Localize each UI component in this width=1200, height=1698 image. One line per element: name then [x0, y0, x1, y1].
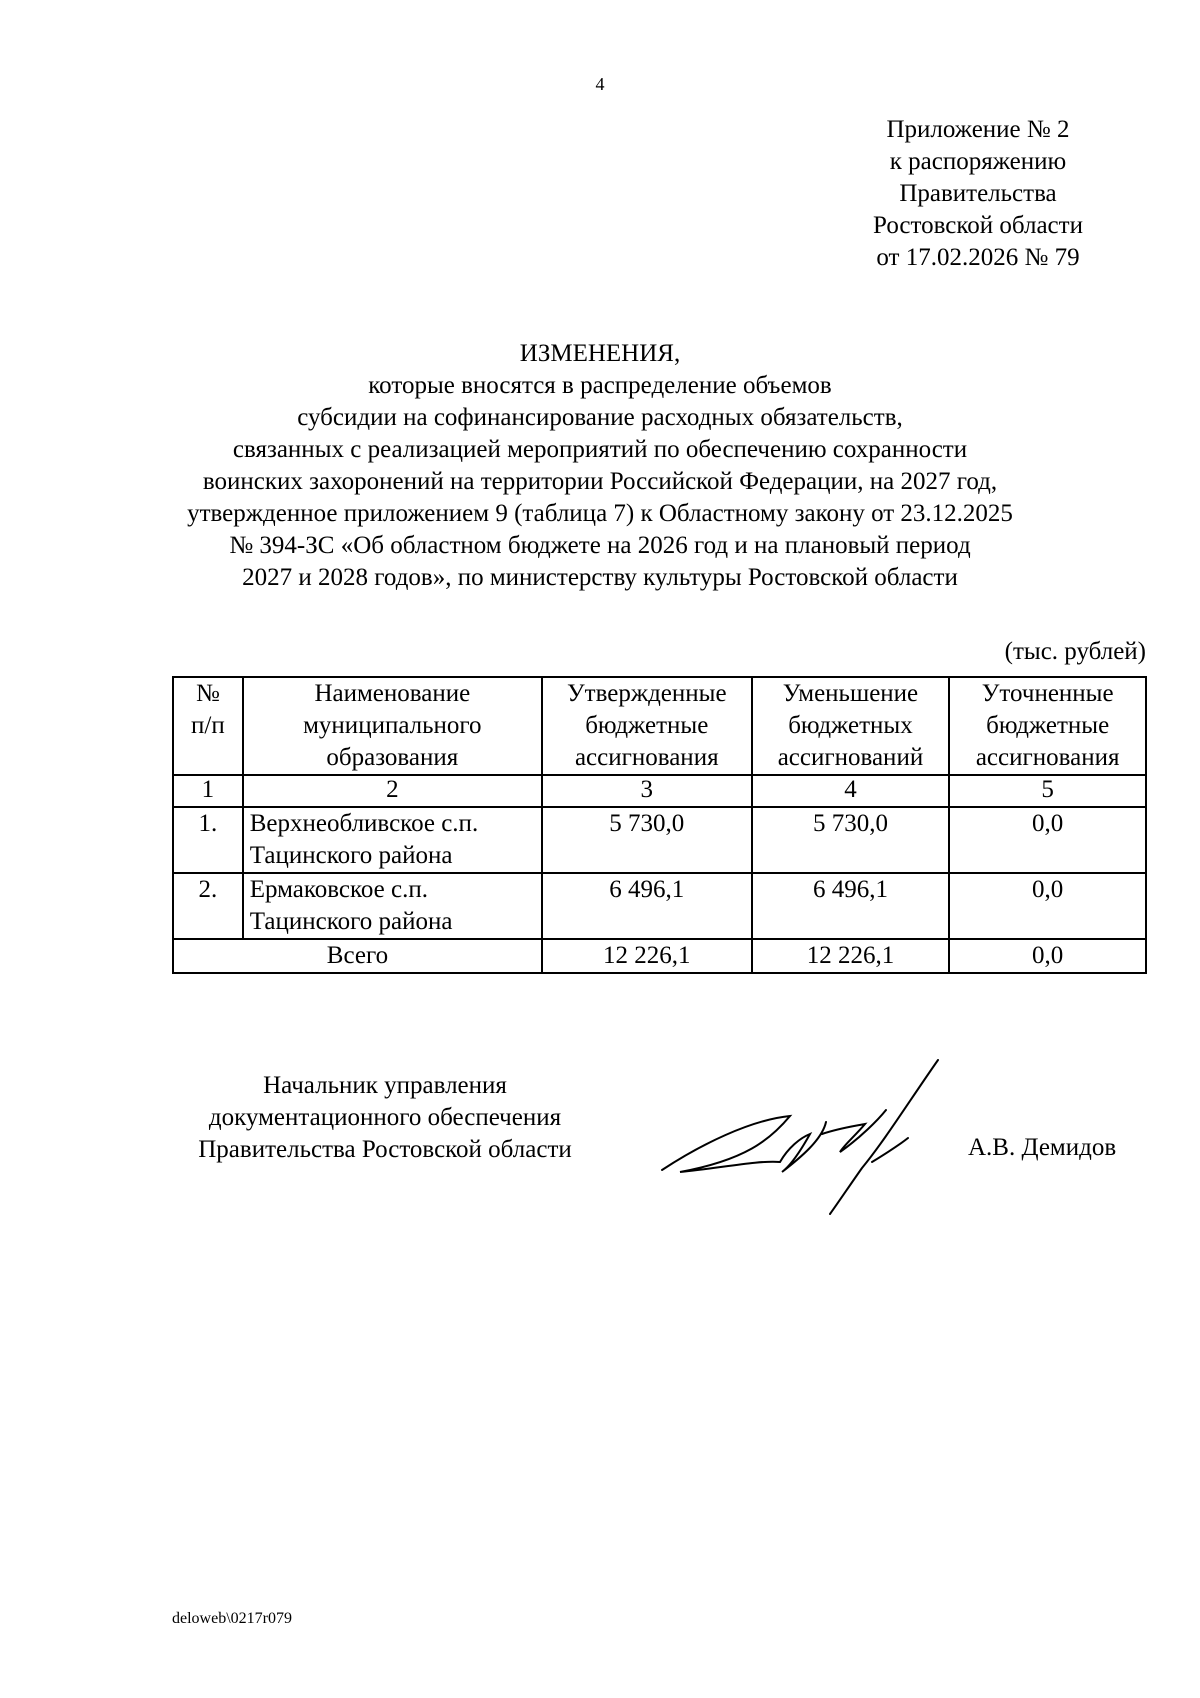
decrease-value: 6 496,1	[752, 873, 950, 939]
total-decrease: 12 226,1	[752, 939, 950, 973]
column-number: 2	[243, 775, 542, 807]
title-heading: ИЗМЕНЕНИЯ,	[519, 340, 681, 367]
appendix-line: Приложение № 2	[886, 116, 1070, 143]
table-row	[173, 807, 1146, 873]
document-title	[130, 338, 1070, 594]
total-row	[173, 939, 1146, 973]
row-number: 1.	[173, 807, 243, 873]
approved-value: 5 730,0	[542, 807, 752, 873]
footer-code: deloweb\0217r079	[172, 1610, 292, 1627]
revised-value: 0,0	[949, 873, 1146, 939]
title-line: связанных с реализацией мероприятий по обеспечению сохранности	[232, 436, 968, 463]
total-revised: 0,0	[949, 939, 1146, 973]
header-cell-approved: Утвержденные бюджетные ассигнования	[542, 677, 752, 775]
appendix-line: к распоряжению	[889, 148, 1067, 175]
header-cell-revised: Уточненные бюджетные ассигнования	[949, 677, 1146, 775]
header-cell-decrease: Уменьшение бюджетных ассигнований	[752, 677, 950, 775]
appendix-line: Правительства	[899, 180, 1057, 207]
title-line: утвержденное приложением 9 (таблица 7) к Областному закону от 23.12.2025	[187, 500, 1013, 527]
title-line: субсидии на софинансирование расходных обязательств,	[297, 404, 903, 431]
total-approved: 12 226,1	[542, 939, 752, 973]
approved-value: 6 496,1	[542, 873, 752, 939]
decrease-value: 5 730,0	[752, 807, 950, 873]
revised-value: 0,0	[949, 807, 1146, 873]
page-number: 4	[595, 74, 605, 94]
units-label: (тыс. рублей)	[1004, 638, 1146, 665]
column-number: 3	[542, 775, 752, 807]
title-line: которые вносятся в распределение объемов	[368, 372, 832, 399]
budget-table	[172, 676, 1147, 974]
appendix-line: Ростовской области	[873, 212, 1083, 239]
header-cell-number: № п/п	[173, 677, 243, 775]
column-number: 5	[949, 775, 1146, 807]
title-line: воинских захоронений на территории Российской Федерации, на 2027 год,	[202, 468, 998, 495]
municipality-name: Ермаковское с.п. Тацинского района	[243, 873, 542, 939]
table-row	[173, 873, 1146, 939]
position-line: Правительства Ростовской области	[198, 1136, 572, 1163]
table-header-row	[173, 677, 1146, 775]
title-line: № 394-ЗС «Об областном бюджете на 2026 год и на плановый период	[229, 532, 971, 559]
appendix-block	[820, 114, 1136, 274]
signer-name: А.В. Демидов	[968, 1134, 1117, 1161]
position-line: Начальник управления	[263, 1072, 507, 1099]
header-cell-name: Наименование муниципального образования	[243, 677, 542, 775]
row-number: 2.	[173, 873, 243, 939]
column-number: 1	[173, 775, 243, 807]
handwritten-signature	[650, 1050, 950, 1230]
position-line: документационного обеспечения	[208, 1104, 562, 1131]
column-number-row	[173, 775, 1146, 807]
appendix-line: от 17.02.2026 № 79	[876, 244, 1080, 271]
title-line: 2027 и 2028 годов», по министерству культуры Ростовской области	[242, 564, 958, 591]
total-label: Всего	[173, 939, 542, 973]
municipality-name: Верхнеобливское с.п. Тацинского района	[243, 807, 542, 873]
signatory-position	[172, 1070, 598, 1166]
column-number: 4	[752, 775, 950, 807]
